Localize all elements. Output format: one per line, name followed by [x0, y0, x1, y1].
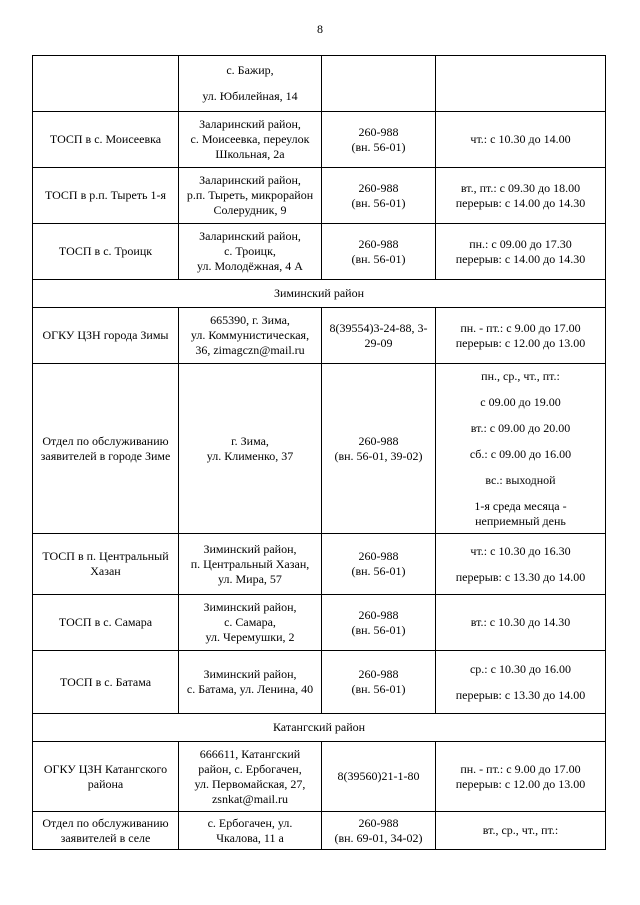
office-name-cell: ТОСП в с. Самара — [33, 595, 179, 651]
address-line: р.п. Тыреть, микрорайон — [186, 188, 314, 202]
hours-line: сб.: с 09.00 до 16.00 — [469, 446, 572, 461]
office-hours-cell — [436, 812, 606, 850]
hours-line: вт., пт.: с 09.30 до 18.00 — [460, 180, 581, 195]
office-name-cell: ТОСП в п. Центральный Хазан — [33, 534, 179, 595]
office-hours-cell — [436, 56, 606, 112]
address-line: Зиминский район, — [203, 541, 297, 556]
office-hours-cell — [436, 595, 606, 651]
office-address-cell — [179, 651, 322, 714]
office-address-cell — [179, 112, 322, 168]
region-header: Зиминский район — [33, 280, 606, 308]
hours-line: перерыв: с 12.00 до 13.00 — [455, 776, 586, 791]
office-phone-cell — [322, 168, 436, 224]
office-row — [33, 308, 606, 364]
hours-line: вс.: выходной — [485, 472, 556, 487]
address-line: ул. Юбилейная, 14 — [202, 89, 298, 103]
office-hours-cell — [436, 742, 606, 812]
office-hours-cell — [436, 534, 606, 595]
address-line: 36, zimagczn@mail.ru — [195, 343, 305, 357]
address-line: ул. Мира, 57 — [218, 571, 282, 586]
hours-line: 1-я среда месяца - неприемный день — [474, 498, 567, 528]
address-line: Зиминский район, — [203, 600, 297, 614]
phone-line: 260-988 — [358, 815, 399, 830]
phone-line: (вн. 56-01) — [351, 195, 406, 210]
office-name-cell: Отдел по обслуживанию заявителей в городе Зиме — [33, 364, 179, 534]
address-line: район, с. Ербогачен, — [198, 761, 302, 776]
address-line: п. Центральный Хазан, — [190, 556, 310, 571]
address-line: с. Ербогачен, ул. — [207, 815, 293, 830]
office-phone-cell — [322, 56, 436, 112]
office-name-cell: ТОСП в р.п. Тыреть 1-я — [33, 168, 179, 224]
office-phone-cell — [322, 308, 436, 364]
hours-line: вт.: с 09.00 до 20.00 — [470, 420, 571, 435]
region-header-row — [33, 280, 606, 308]
office-address-cell — [179, 308, 322, 364]
phone-line: 260-988 — [358, 124, 399, 139]
address-line: Заларинский район, — [199, 229, 301, 243]
office-hours-cell — [436, 308, 606, 364]
phone-line: (вн. 56-01) — [351, 564, 406, 578]
office-address-cell — [179, 56, 322, 112]
hours-line: чт.: с 10.30 до 16.30 — [470, 543, 571, 558]
hours-line: перерыв: с 13.30 до 14.00 — [455, 687, 586, 702]
office-name-cell: ОГКУ ЦЗН Катангского района — [33, 742, 179, 812]
hours-line: перерыв: с 14.00 до 14.30 — [455, 251, 586, 266]
phone-line: 260-988 — [358, 180, 399, 195]
office-phone-cell — [322, 224, 436, 280]
hours-line: пн. - пт.: с 9.00 до 17.00 — [460, 320, 581, 335]
schedule-table — [32, 55, 606, 850]
phone-line: 260-988 — [358, 236, 399, 251]
office-address-cell — [179, 812, 322, 850]
address-line: ул. Коммунистическая, — [190, 328, 310, 342]
phone-line: (вн. 56-01) — [351, 251, 406, 266]
phone-line: (вн. 69-01, 34-02) — [334, 830, 423, 845]
region-header-row — [33, 714, 606, 742]
office-row — [33, 168, 606, 224]
office-hours-cell — [436, 651, 606, 714]
office-row — [33, 742, 606, 812]
office-address-cell — [179, 534, 322, 595]
hours-line: перерыв: с 14.00 до 14.30 — [455, 195, 586, 210]
office-hours-cell — [436, 224, 606, 280]
address-line: с. Батама, ул. Ленина, 40 — [186, 682, 314, 696]
address-line: с. Самара, — [224, 615, 276, 629]
office-phone-cell — [322, 742, 436, 812]
phone-line: 8(39554)3-24-88, 3- — [329, 320, 428, 335]
hours-line: вт., ср., чт., пт.: — [482, 823, 559, 837]
address-line: Школьная, 2а — [215, 147, 285, 161]
page-number: 8 — [317, 22, 323, 36]
address-line: Заларинский район, — [199, 173, 301, 187]
hours-line: чт.: с 10.30 до 14.00 — [470, 132, 571, 146]
office-name-cell: ТОСП в с. Батама — [33, 651, 179, 714]
address-line: 665390, г. Зима, — [210, 313, 290, 327]
office-row — [33, 364, 606, 534]
office-name-cell: ОГКУ ЦЗН города Зимы — [33, 308, 179, 364]
hours-line: пн., ср., чт., пт.: — [481, 368, 560, 383]
office-phone-cell — [322, 534, 436, 595]
region-header: Катангский район — [33, 714, 606, 742]
office-phone-cell — [322, 595, 436, 651]
hours-line: пн.: с 09.00 до 17.30 — [469, 236, 572, 251]
phone-line: (вн. 56-01, 39-02) — [334, 448, 423, 463]
office-name-cell: ТОСП в с. Моисеевка — [33, 112, 179, 168]
phone-line: 260-988 — [358, 667, 399, 681]
office-phone-cell — [322, 112, 436, 168]
office-hours-cell — [436, 168, 606, 224]
address-line: Солерудник, 9 — [213, 203, 287, 217]
address-line: zsnkat@mail.ru — [211, 791, 289, 806]
office-phone-cell — [322, 364, 436, 534]
office-name-cell: Отдел по обслуживанию заявителей в селе — [33, 812, 179, 850]
hours-line: с 09.00 до 19.00 — [480, 394, 561, 409]
office-row — [33, 534, 606, 595]
office-address-cell — [179, 168, 322, 224]
hours-line: перерыв: с 13.30 до 14.00 — [455, 569, 586, 584]
schedule-table-body — [33, 56, 606, 850]
office-row — [33, 812, 606, 850]
phone-line: (вн. 56-01) — [351, 682, 406, 696]
phone-line: (вн. 56-01) — [351, 139, 406, 154]
address-line: с. Троицк, — [224, 244, 276, 258]
address-line: 666611, Катангский — [199, 746, 301, 761]
phone-line: 260-988 — [358, 433, 399, 448]
address-line: Заларинский район, — [199, 117, 301, 131]
phone-line: 8(39560)21-1-80 — [337, 769, 420, 783]
address-line: Чкалова, 11 а — [216, 830, 284, 845]
office-name-cell: ТОСП в с. Троицк — [33, 224, 179, 280]
office-row — [33, 224, 606, 280]
phone-line: 260-988 — [358, 607, 399, 622]
address-line: ул. Клименко, 37 — [206, 448, 294, 463]
office-address-cell — [179, 224, 322, 280]
office-hours-cell — [436, 364, 606, 534]
address-line: ул. Черемушки, 2 — [205, 630, 295, 644]
office-row — [33, 651, 606, 714]
phone-line: (вн. 56-01) — [351, 622, 406, 637]
office-address-cell — [179, 364, 322, 534]
office-phone-cell — [322, 812, 436, 850]
office-row — [33, 112, 606, 168]
office-phone-cell — [322, 651, 436, 714]
address-line: с. Моисеевка, переулок — [190, 132, 310, 146]
hours-line: перерыв: с 12.00 до 13.00 — [455, 335, 586, 350]
address-line: г. Зима, — [231, 433, 269, 448]
address-line: ул. Первомайская, 27, — [194, 776, 306, 791]
phone-line: 260-988 — [358, 549, 399, 563]
address-line: Зиминский район, — [203, 667, 297, 681]
office-row — [33, 56, 606, 112]
office-row — [33, 595, 606, 651]
office-address-cell — [179, 742, 322, 812]
address-line: с. Бажир, — [226, 63, 274, 77]
hours-line: ср.: с 10.30 до 16.00 — [469, 661, 572, 676]
office-name-cell — [33, 56, 179, 112]
hours-line: вт.: с 10.30 до 14.30 — [470, 615, 571, 629]
office-address-cell — [179, 595, 322, 651]
phone-line: 29-09 — [364, 335, 393, 350]
address-line: ул. Молодёжная, 4 А — [197, 259, 303, 273]
office-hours-cell — [436, 112, 606, 168]
hours-line: пн. - пт.: с 9.00 до 17.00 — [460, 761, 581, 776]
